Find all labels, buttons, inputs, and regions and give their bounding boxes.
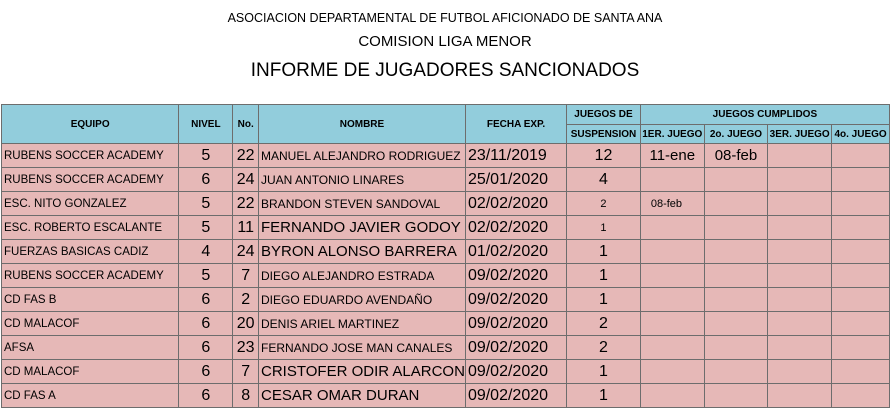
table-row bbox=[2, 312, 890, 336]
cell-fecha: 02/02/2020 bbox=[465, 216, 566, 240]
col-numero: No. bbox=[233, 105, 259, 144]
cell-nombre: BRANDON STEVEN SANDOVAL bbox=[259, 192, 466, 216]
table-row bbox=[2, 144, 890, 168]
cell-j3 bbox=[768, 144, 832, 168]
cell-juegos: 1 bbox=[567, 288, 641, 312]
cell-equipo: AFSA bbox=[2, 336, 179, 360]
cell-j4 bbox=[832, 336, 890, 360]
cell-j1: 11-ene bbox=[640, 144, 704, 168]
cell-j3 bbox=[768, 288, 832, 312]
cell-j4 bbox=[832, 264, 890, 288]
cell-nivel: 6 bbox=[179, 360, 233, 384]
table-row bbox=[2, 216, 890, 240]
cell-j2 bbox=[704, 216, 768, 240]
cell-nombre: DIEGO ALEJANDRO ESTRADA bbox=[259, 264, 466, 288]
col-juegos-cumplidos: JUEGOS CUMPLIDOS bbox=[640, 105, 889, 125]
cell-j1 bbox=[640, 216, 704, 240]
cell-j2 bbox=[704, 336, 768, 360]
cell-juegos: 2 bbox=[567, 336, 641, 360]
cell-j4 bbox=[832, 384, 890, 408]
cell-nombre: MANUEL ALEJANDRO RODRIGUEZ bbox=[259, 144, 466, 168]
cell-juegos: 2 bbox=[567, 312, 641, 336]
table-row bbox=[2, 168, 890, 192]
cell-j2 bbox=[704, 240, 768, 264]
association-title: ASOCIACION DEPARTAMENTAL DE FUTBOL AFICIONADO DE SANTA ANA bbox=[227, 11, 663, 25]
cell-j4 bbox=[832, 312, 890, 336]
cell-numero: 24 bbox=[233, 240, 259, 264]
cell-fecha: 09/02/2020 bbox=[465, 360, 566, 384]
table-row bbox=[2, 336, 890, 360]
cell-j3 bbox=[768, 360, 832, 384]
cell-j3 bbox=[768, 384, 832, 408]
cell-nivel: 6 bbox=[179, 288, 233, 312]
col-fecha: FECHA EXP. bbox=[465, 105, 566, 144]
col-juegos-de: JUEGOS DE bbox=[567, 105, 641, 125]
cell-j1 bbox=[640, 240, 704, 264]
cell-nombre: CESAR OMAR DURAN bbox=[259, 384, 466, 408]
cell-j3 bbox=[768, 312, 832, 336]
cell-nivel: 6 bbox=[179, 168, 233, 192]
cell-equipo: RUBENS SOCCER ACADEMY bbox=[2, 144, 179, 168]
cell-nivel: 5 bbox=[179, 264, 233, 288]
cell-numero: 22 bbox=[233, 192, 259, 216]
cell-j2 bbox=[704, 192, 768, 216]
col-j2: 2o. JUEGO bbox=[704, 125, 768, 144]
cell-juegos: 1 bbox=[567, 240, 641, 264]
table-row bbox=[2, 384, 890, 408]
cell-j1 bbox=[640, 336, 704, 360]
cell-numero: 22 bbox=[233, 144, 259, 168]
cell-j2 bbox=[704, 312, 768, 336]
cell-nivel: 6 bbox=[179, 384, 233, 408]
cell-j3 bbox=[768, 264, 832, 288]
cell-numero: 7 bbox=[233, 360, 259, 384]
cell-juegos: 12 bbox=[567, 144, 641, 168]
cell-j1 bbox=[640, 312, 704, 336]
cell-j4 bbox=[832, 216, 890, 240]
cell-equipo: FUERZAS BASICAS CADIZ bbox=[2, 240, 179, 264]
cell-j3 bbox=[768, 216, 832, 240]
cell-j1: 08-feb bbox=[640, 192, 704, 216]
cell-fecha: 23/11/2019 bbox=[465, 144, 566, 168]
cell-numero: 24 bbox=[233, 168, 259, 192]
cell-j4 bbox=[832, 360, 890, 384]
cell-equipo: CD FAS B bbox=[2, 288, 179, 312]
cell-fecha: 01/02/2020 bbox=[465, 240, 566, 264]
cell-numero: 20 bbox=[233, 312, 259, 336]
cell-nombre: FERNANDO JOSE MAN CANALES bbox=[259, 336, 466, 360]
cell-equipo: RUBENS SOCCER ACADEMY bbox=[2, 264, 179, 288]
cell-j2: 08-feb bbox=[704, 144, 768, 168]
cell-equipo: ESC. NITO GONZALEZ bbox=[2, 192, 179, 216]
cell-j2 bbox=[704, 360, 768, 384]
cell-juegos: 1 bbox=[567, 384, 641, 408]
cell-j1 bbox=[640, 288, 704, 312]
cell-juegos: 1 bbox=[567, 360, 641, 384]
table-row bbox=[2, 360, 890, 384]
cell-equipo: CD MALACOF bbox=[2, 360, 179, 384]
cell-j4 bbox=[832, 192, 890, 216]
cell-nombre: JUAN ANTONIO LINARES bbox=[259, 168, 466, 192]
table-row bbox=[2, 264, 890, 288]
cell-equipo: ESC. ROBERTO ESCALANTE bbox=[2, 216, 179, 240]
cell-numero: 2 bbox=[233, 288, 259, 312]
col-equipo: EQUIPO bbox=[2, 105, 179, 144]
cell-numero: 23 bbox=[233, 336, 259, 360]
cell-nivel: 6 bbox=[179, 312, 233, 336]
cell-juegos: 1 bbox=[567, 216, 641, 240]
cell-fecha: 02/02/2020 bbox=[465, 192, 566, 216]
report-title: INFORME DE JUGADORES SANCIONADOS bbox=[250, 60, 640, 81]
cell-nivel: 5 bbox=[179, 144, 233, 168]
col-suspension: SUSPENSION bbox=[567, 125, 641, 144]
cell-nombre: DENIS ARIEL MARTINEZ bbox=[259, 312, 466, 336]
cell-equipo: RUBENS SOCCER ACADEMY bbox=[2, 168, 179, 192]
cell-nivel: 5 bbox=[179, 216, 233, 240]
cell-juegos: 1 bbox=[567, 264, 641, 288]
sanctioned-players-table bbox=[1, 104, 890, 408]
cell-j3 bbox=[768, 336, 832, 360]
cell-juegos: 2 bbox=[567, 192, 641, 216]
cell-j3 bbox=[768, 192, 832, 216]
cell-j2 bbox=[704, 264, 768, 288]
table-row bbox=[2, 288, 890, 312]
cell-fecha: 09/02/2020 bbox=[465, 264, 566, 288]
cell-nombre: BYRON ALONSO BARRERA bbox=[259, 240, 466, 264]
cell-j4 bbox=[832, 240, 890, 264]
cell-j2 bbox=[704, 168, 768, 192]
cell-nombre: FERNANDO JAVIER GODOY bbox=[259, 216, 466, 240]
cell-juegos: 4 bbox=[567, 168, 641, 192]
col-nivel: NIVEL bbox=[179, 105, 233, 144]
table-row bbox=[2, 192, 890, 216]
cell-nivel: 4 bbox=[179, 240, 233, 264]
col-j4: 4o. JUEGO bbox=[832, 125, 890, 144]
cell-fecha: 09/02/2020 bbox=[465, 384, 566, 408]
col-nombre: NOMBRE bbox=[259, 105, 466, 144]
cell-fecha: 09/02/2020 bbox=[465, 288, 566, 312]
cell-equipo: CD FAS A bbox=[2, 384, 179, 408]
cell-nivel: 6 bbox=[179, 336, 233, 360]
cell-j4 bbox=[832, 288, 890, 312]
cell-j1 bbox=[640, 384, 704, 408]
cell-numero: 11 bbox=[233, 216, 259, 240]
cell-j4 bbox=[832, 144, 890, 168]
cell-fecha: 25/01/2020 bbox=[465, 168, 566, 192]
cell-nombre: CRISTOFER ODIR ALARCON bbox=[259, 360, 466, 384]
cell-j1 bbox=[640, 168, 704, 192]
cell-j3 bbox=[768, 240, 832, 264]
cell-fecha: 09/02/2020 bbox=[465, 336, 566, 360]
cell-j4 bbox=[832, 168, 890, 192]
cell-nombre: DIEGO EDUARDO AVENDAÑO bbox=[259, 288, 466, 312]
cell-equipo: CD MALACOF bbox=[2, 312, 179, 336]
commission-title: COMISION LIGA MENOR bbox=[358, 33, 532, 50]
cell-j2 bbox=[704, 288, 768, 312]
cell-j2 bbox=[704, 384, 768, 408]
cell-j1 bbox=[640, 360, 704, 384]
col-j3: 3ER. JUEGO bbox=[768, 125, 832, 144]
cell-numero: 7 bbox=[233, 264, 259, 288]
cell-fecha: 09/02/2020 bbox=[465, 312, 566, 336]
cell-numero: 8 bbox=[233, 384, 259, 408]
cell-j3 bbox=[768, 168, 832, 192]
cell-j1 bbox=[640, 264, 704, 288]
cell-nivel: 5 bbox=[179, 192, 233, 216]
table-row bbox=[2, 240, 890, 264]
col-j1: 1ER. JUEGO bbox=[640, 125, 704, 144]
